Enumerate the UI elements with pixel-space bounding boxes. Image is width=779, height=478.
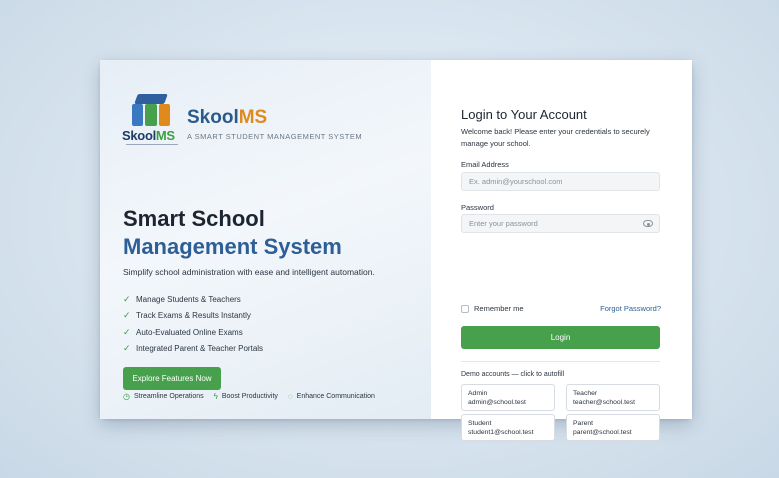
logo: [122, 94, 180, 150]
feature-list: [123, 291, 263, 357]
hero-lead: Simplify school administration with ease and intelligent automation.: [123, 267, 375, 277]
password-label: Password: [461, 203, 494, 212]
demo-email: admin@school.test: [468, 399, 526, 406]
brand-name: SkoolMS: [187, 107, 268, 128]
demo-account-student[interactable]: [461, 414, 555, 441]
badge-label: Streamline Operations: [133, 393, 204, 400]
feature-item: [123, 324, 263, 341]
brand-tagline: A SMART STUDENT MANAGEMENT SYSTEM: [187, 132, 363, 141]
badge-communication: [288, 392, 375, 401]
chat-icon: ◌: [287, 392, 293, 401]
demo-role: Student: [468, 420, 492, 427]
logo-text: SkoolMS: [122, 128, 175, 143]
forgot-password-link[interactable]: Forgot Password?: [600, 304, 661, 313]
check-icon: ✓: [123, 293, 131, 304]
demo-email: teacher@school.test: [573, 399, 636, 406]
demo-role: Admin: [468, 390, 488, 397]
remember-label: Remember me: [474, 304, 524, 313]
demo-role: Teacher: [573, 390, 598, 397]
explore-features-button[interactable]: Explore Features Now: [123, 367, 221, 390]
hero-panel: [100, 60, 431, 419]
demo-role: Parent: [573, 420, 594, 427]
bolt-icon: ϟ: [213, 392, 218, 401]
graduation-cap-icon: [134, 94, 168, 104]
badge-productivity: [214, 392, 278, 401]
feature-label: Integrated Parent & Teacher Portals: [136, 344, 264, 354]
demo-account-admin[interactable]: [461, 384, 555, 411]
email-label: Email Address: [461, 160, 509, 169]
password-placeholder: Enter your password: [469, 219, 538, 228]
demo-account-teacher[interactable]: [566, 384, 660, 411]
feature-label: Auto-Evaluated Online Exams: [136, 327, 243, 337]
demo-account-parent[interactable]: [566, 414, 660, 441]
badge-label: Enhance Communication: [296, 393, 375, 400]
password-field[interactable]: [461, 214, 660, 233]
books-icon: [132, 104, 170, 126]
divider: [461, 361, 660, 362]
feature-item: [123, 291, 263, 308]
demo-email: student1@school.test: [468, 429, 534, 436]
hero-title-line1: Smart School: [123, 206, 265, 231]
badge-streamline: [123, 392, 204, 401]
login-button[interactable]: Login: [461, 326, 660, 349]
login-description: Welcome back! Please enter your credentials to securely manage your school.: [461, 127, 650, 148]
remember-me[interactable]: [461, 304, 524, 313]
login-card: [100, 60, 692, 436]
login-title: Login to Your Account: [461, 107, 587, 122]
check-icon: ✓: [123, 326, 131, 337]
hero-title-line2: Management System: [123, 234, 342, 259]
eye-icon[interactable]: [643, 220, 653, 227]
remember-checkbox[interactable]: [461, 305, 469, 313]
benefit-badges: [123, 392, 375, 401]
clock-icon: ◷: [123, 392, 130, 401]
feature-item: [123, 341, 263, 358]
logo-underline: [126, 144, 178, 147]
check-icon: ✓: [123, 343, 131, 354]
feature-label: Manage Students & Teachers: [136, 294, 241, 304]
login-panel: [431, 60, 692, 436]
feature-label: Track Exams & Results Instantly: [136, 311, 251, 321]
demo-accounts-title: Demo accounts — click to autofill: [461, 371, 565, 378]
email-field[interactable]: Ex. admin@yourschool.com: [461, 172, 660, 191]
badge-label: Boost Productivity: [221, 393, 278, 400]
feature-item: [123, 308, 263, 325]
check-icon: ✓: [123, 310, 131, 321]
demo-email: parent@school.test: [573, 429, 632, 436]
